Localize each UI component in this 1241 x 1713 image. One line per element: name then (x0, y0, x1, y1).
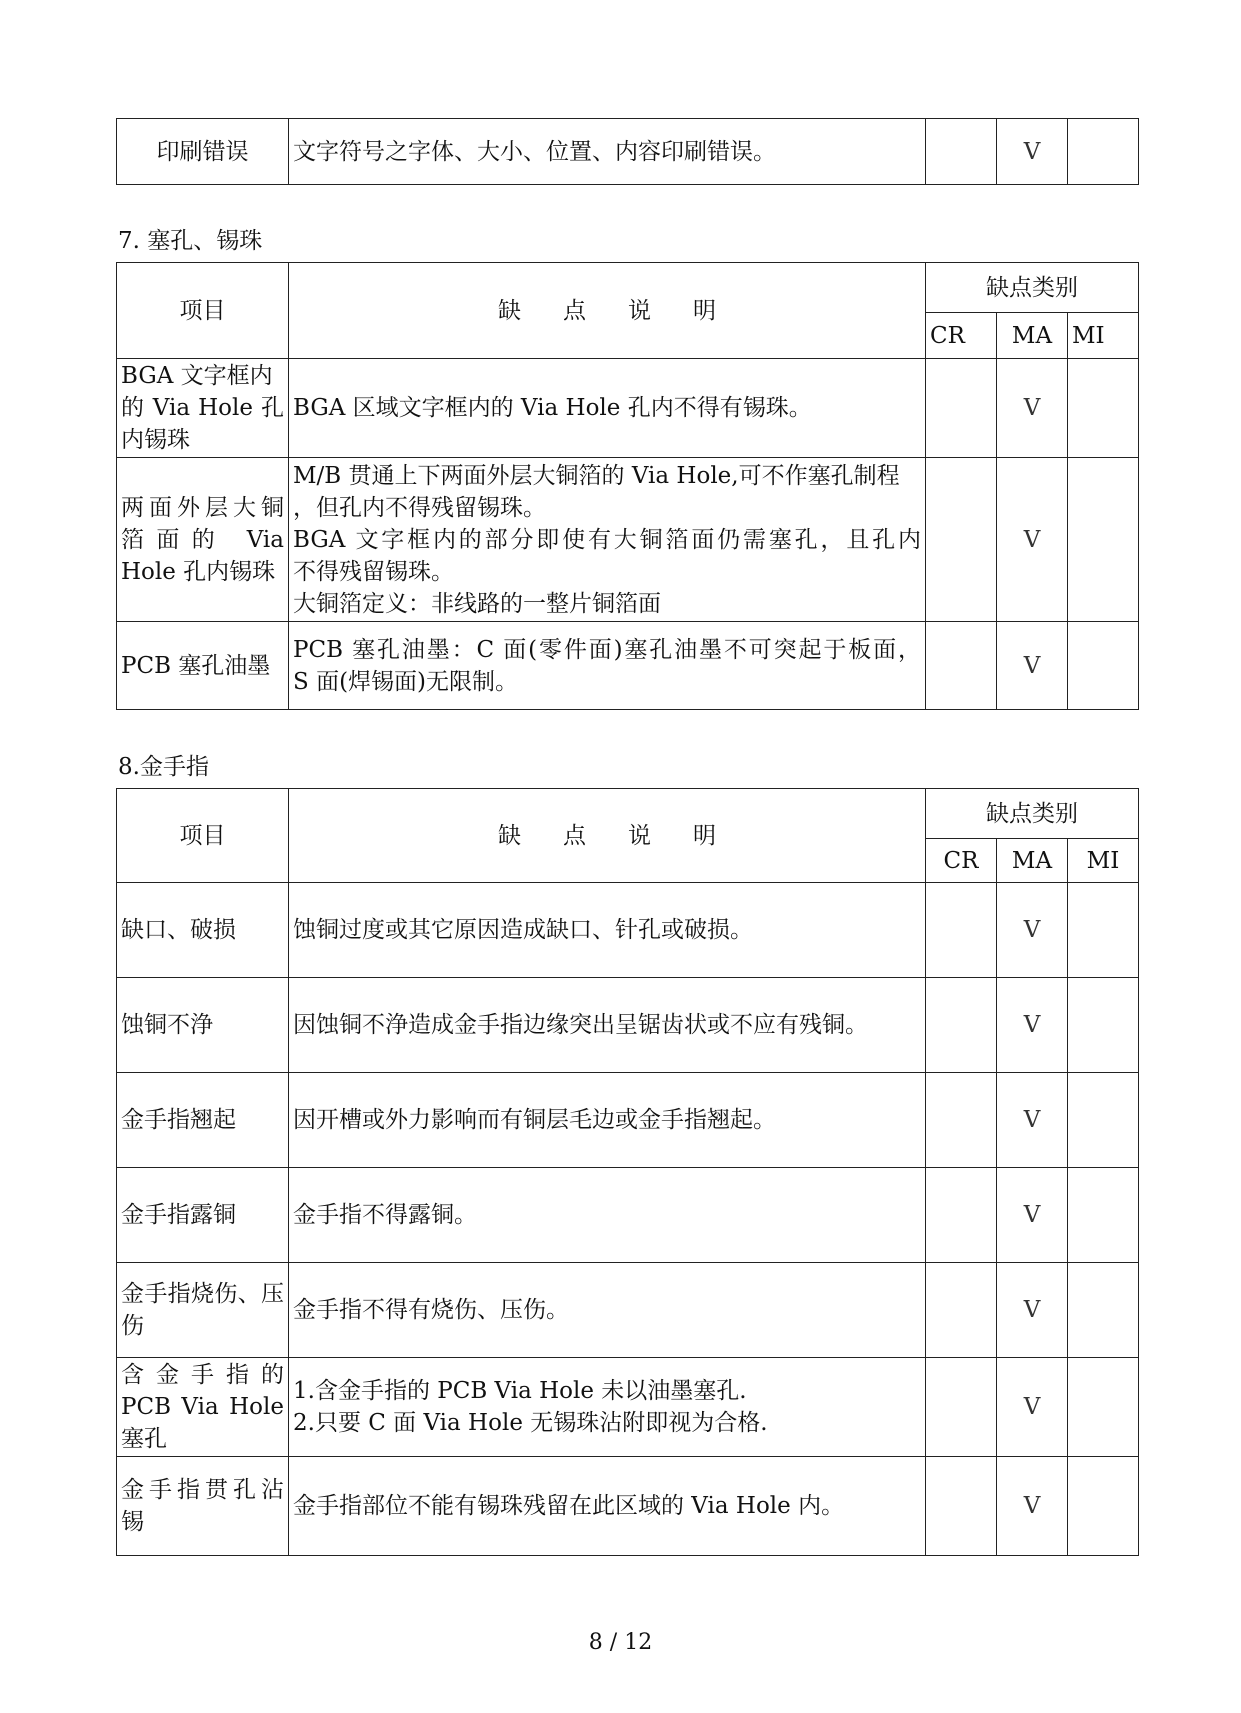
mi-cell (1068, 1073, 1139, 1168)
mi-cell (1068, 1457, 1139, 1556)
item-cell: PCB 塞孔油墨 (117, 622, 289, 710)
table-row (117, 1168, 1139, 1263)
header-cr: CR (926, 839, 997, 883)
section-7-table (116, 262, 1139, 710)
cr-cell (926, 883, 997, 978)
table-row (117, 622, 1139, 710)
table-row (117, 458, 1139, 622)
header-item: 项目 (117, 263, 289, 359)
ma-cell: V (997, 359, 1068, 458)
item-cell: 蚀铜不浄 (117, 978, 289, 1073)
header-category: 缺点类别 (926, 789, 1139, 839)
ma-cell: V (997, 1168, 1068, 1263)
cr-cell (926, 1358, 997, 1457)
header-row (117, 789, 1139, 839)
table-row (117, 978, 1139, 1073)
desc-cell: 金手指部位不能有锡珠残留在此区域的 Via Hole 内。 (289, 1457, 926, 1556)
mi-cell (1068, 1263, 1139, 1358)
ma-cell: V (997, 1263, 1068, 1358)
header-cr: CR (926, 313, 997, 359)
item-cell: 印刷错误 (117, 119, 289, 185)
ma-cell: V (997, 622, 1068, 710)
mi-cell (1068, 1358, 1139, 1457)
section-7-title: 7. 塞孔、锡珠 (118, 228, 263, 254)
desc-cell: 因开槽或外力影响而有铜层毛边或金手指翘起。 (289, 1073, 926, 1168)
header-ma: MA (997, 839, 1068, 883)
item-cell: 金手指翘起 (117, 1073, 289, 1168)
cr-cell (926, 359, 997, 458)
cr-cell (926, 1263, 997, 1358)
cr-cell (926, 119, 997, 185)
desc-cell: 金手指不得露铜。 (289, 1168, 926, 1263)
mi-cell (1068, 119, 1139, 185)
desc-cell: 蚀铜过度或其它原因造成缺口、针孔或破损。 (289, 883, 926, 978)
ma-cell: V (997, 458, 1068, 622)
page-number: 8 / 12 (588, 1630, 653, 1655)
header-item: 项目 (117, 789, 289, 883)
mi-cell (1068, 883, 1139, 978)
item-cell: 两面外层大铜 箔面的 Via Hole 孔内锡珠 (117, 458, 289, 622)
header-row (117, 263, 1139, 313)
item-cell: 含金手指的 PCB Via Hole 塞孔 (117, 1358, 289, 1457)
item-cell: BGA 文字框内 的 Via Hole 孔 内锡珠 (117, 359, 289, 458)
table-row (117, 119, 1139, 185)
item-cell: 金手指烧伤、压 伤 (117, 1263, 289, 1358)
ma-cell: V (997, 119, 1068, 185)
cr-cell (926, 1073, 997, 1168)
ma-cell: V (997, 1457, 1068, 1556)
item-cell: 金手指露铜 (117, 1168, 289, 1263)
header-ma: MA (997, 313, 1068, 359)
cr-cell (926, 1168, 997, 1263)
item-cell: 金手指贯孔沾 锡 (117, 1457, 289, 1556)
mi-cell (1068, 978, 1139, 1073)
mi-cell (1068, 458, 1139, 622)
table-row (117, 1358, 1139, 1457)
desc-cell: 1.含金手指的 PCB Via Hole 未以油墨塞孔. 2.只要 C 面 Via Hole 无锡珠沾附即视为合格. (289, 1358, 926, 1457)
header-mi: MI (1068, 839, 1139, 883)
section-8-title: 8.金手指 (118, 754, 209, 780)
top-table (116, 118, 1139, 185)
ma-cell: V (997, 1358, 1068, 1457)
cr-cell (926, 1457, 997, 1556)
ma-cell: V (997, 883, 1068, 978)
table-row (117, 1457, 1139, 1556)
header-mi: MI (1068, 313, 1139, 359)
desc-cell: M/B 贯通上下两面外层大铜箔的 Via Hole,可不作塞孔制程 ，但孔内不得残留锡珠。 BGA 文字框内的部分即使有大铜箔面仍需塞孔，且孔内 不得残留锡珠。 大铜箔定义：非线路的一整片铜箔面 (289, 458, 926, 622)
desc-cell: PCB 塞孔油墨：C 面(零件面)塞孔油墨不可突起于板面， S 面(焊锡面)无限制。 (289, 622, 926, 710)
item-cell: 缺口、破损 (117, 883, 289, 978)
cr-cell (926, 622, 997, 710)
ma-cell: V (997, 978, 1068, 1073)
table-row (117, 1263, 1139, 1358)
header-desc: 缺点说明 (289, 789, 926, 883)
mi-cell (1068, 622, 1139, 710)
table-row (117, 883, 1139, 978)
desc-cell: 金手指不得有烧伤、压伤。 (289, 1263, 926, 1358)
section-8-table (116, 788, 1139, 1556)
desc-cell: BGA 区域文字框内的 Via Hole 孔内不得有锡珠。 (289, 359, 926, 458)
ma-cell: V (997, 1073, 1068, 1168)
desc-cell: 因蚀铜不浄造成金手指边缘突出呈锯齿状或不应有残铜。 (289, 978, 926, 1073)
table-row (117, 1073, 1139, 1168)
desc-cell: 文字符号之字体、大小、位置、内容印刷错误。 (289, 119, 926, 185)
header-desc: 缺点说明 (289, 263, 926, 359)
mi-cell (1068, 359, 1139, 458)
mi-cell (1068, 1168, 1139, 1263)
table-row (117, 359, 1139, 458)
cr-cell (926, 458, 997, 622)
header-category: 缺点类别 (926, 263, 1139, 313)
cr-cell (926, 978, 997, 1073)
